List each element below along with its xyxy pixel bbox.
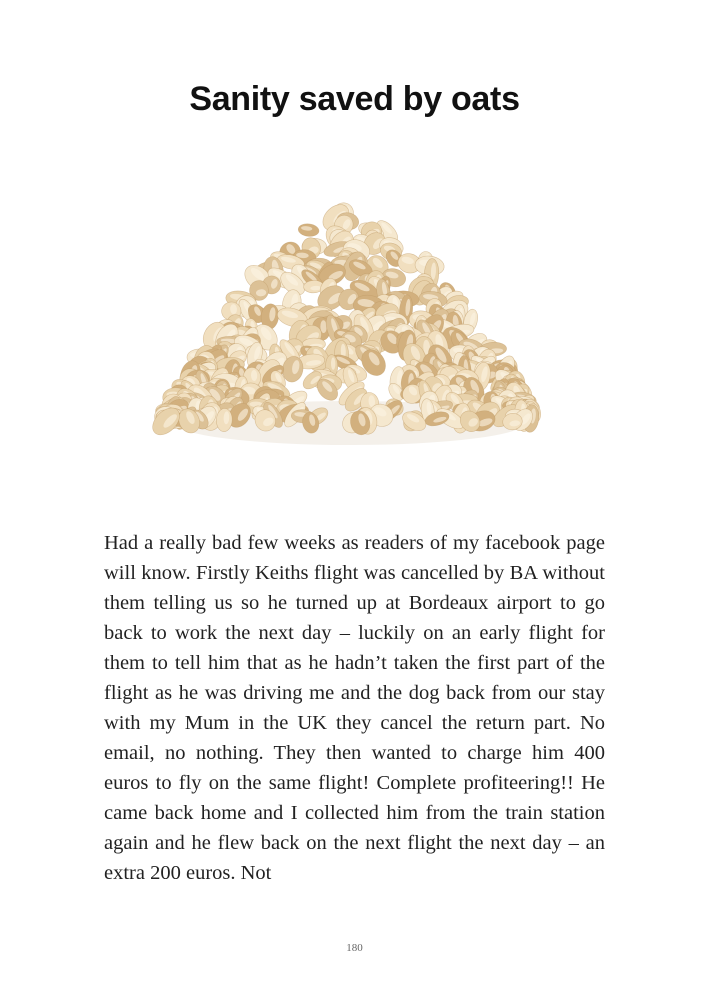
page-number: 180 [346, 942, 363, 954]
oat-flakes-pile-icon [145, 185, 555, 455]
page-title: Sanity saved by oats [189, 80, 520, 118]
body-paragraph: Had a really bad few weeks as readers of my facebook page will know. Firstly Keiths flight was cancelled by BA without them telling us so he turned up at Bordeaux airport to go back to work the next day – luckily on an early flight for them to tell him that as he hadn’t taken the first part of the flight as he was driving me and the dog back from our stay with my Mum in the UK they cancel the return part. No email, no nothing. They then wanted to charge him 400 euros to fly on the same flight! Complete profiteering!! He came back home and I collected him from the train station again and he flew back on the next flight the next day – an extra 200 euros. Not [104, 532, 605, 884]
